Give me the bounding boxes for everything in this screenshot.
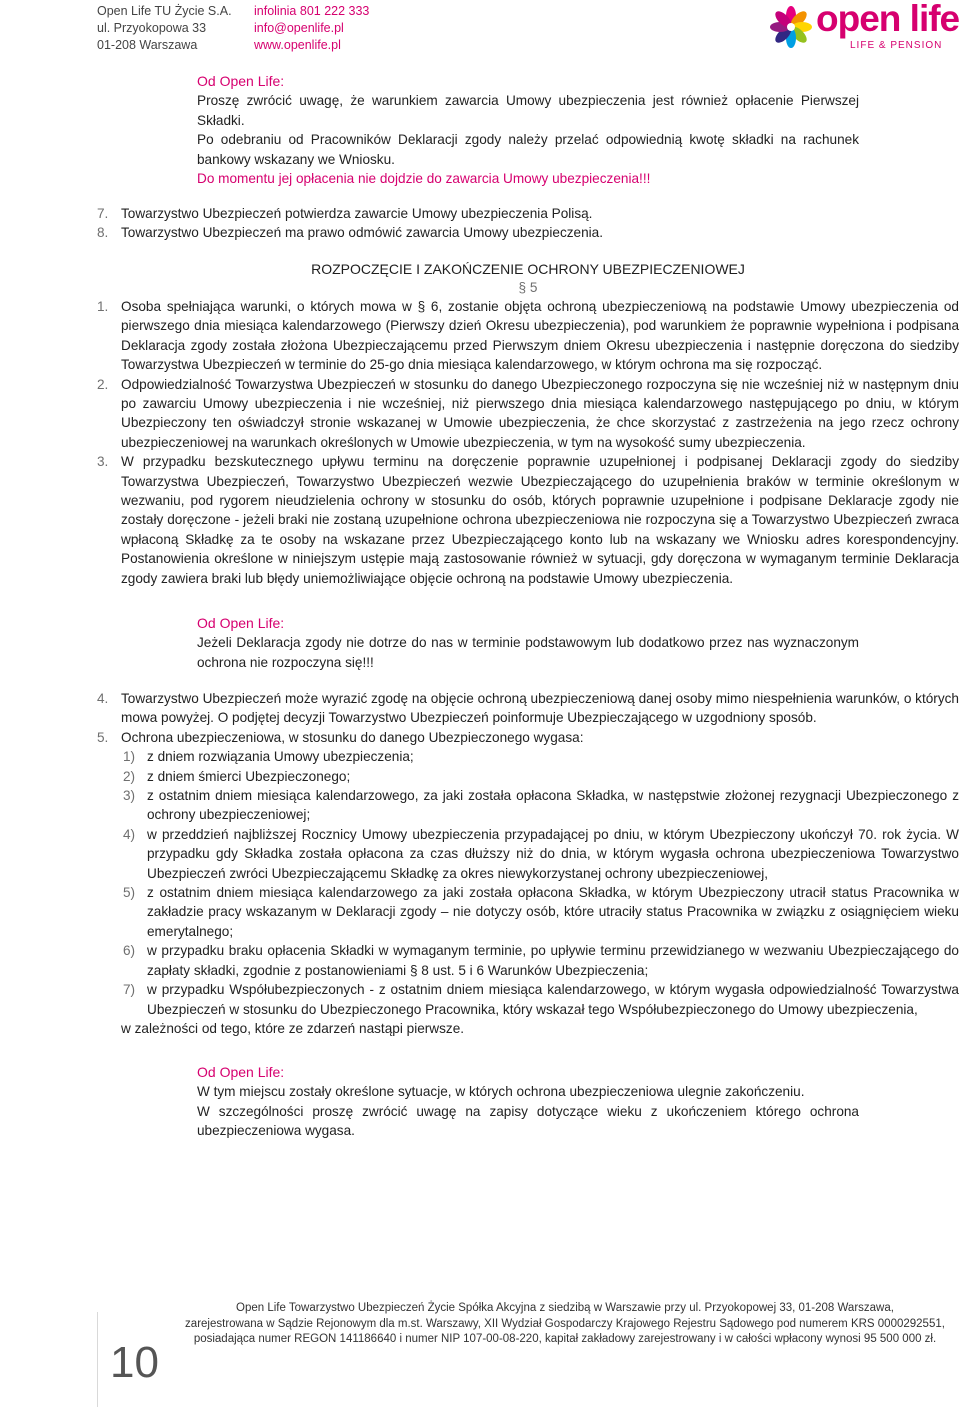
sub-item-number: 7)	[123, 982, 136, 998]
item-text: Osoba spełniająca warunki, o których mowa w § 6, zostanie objęta ochroną ubezpieczeniową na podstawie Umowy ubezpieczenia od pierwszego dnia miesiąca kalendarzowego (Pierwszy dzień Okresu ubezpieczenia), pod warunkiem że poprawnie wypełniona i podpisana Deklaracja zgody została złożona Ubezpieczającemu przed Pierwszym dniem Okresu ubezpieczenia i następnie doręczona do siedziby Towarzystwa Ubezpieczeń w terminie do 25-go dnia miesiąca kalendarzowego, w którym ochrona ma się rozpocząć.	[121, 299, 959, 373]
list-item	[97, 689, 959, 728]
item-text: Towarzystwo Ubezpieczeń ma prawo odmówić zawarcia Umowy ubezpieczenia.	[121, 225, 604, 241]
list-item	[97, 204, 959, 223]
item-number: 5.	[97, 729, 109, 745]
sub-list-item	[97, 786, 959, 825]
note-paragraph: W tym miejscu zostały określone sytuacje, w których ochrona ubezpieczeniowa ulegnie zakończeniu.	[197, 1084, 805, 1100]
sub-item-text: z ostatnim dniem miesiąca kalendarzowego, za jaki została opłacona Składka, w następstwie złożonej rezygnacji Ubezpieczonego z ochrony ubezpieczeniowej;	[147, 788, 959, 823]
item-number: 4.	[97, 691, 109, 706]
item-number: 2.	[97, 376, 109, 392]
closing-sentence: w zależności od tego, które ze zdarzeń nastąpi pierwsze.	[121, 1020, 465, 1036]
note-title: Od Open Life:	[197, 1064, 285, 1080]
company-city: 01-208 Warszawa	[97, 38, 198, 52]
web-link[interactable]: www.openlife.pl	[254, 38, 341, 52]
item-text: W przypadku bezskutecznego upływu terminu na doręczenie poprawnie uzupełnionej i podpisanej Deklaracji zgody do siedziby Towarzystwa Ubezpieczeń, Towarzystwo Ubezpieczeń wezwie Ubezpieczającego do uzupełnienia braków w terminie określonym w wezwaniu, pod rygorem nieudzielenia ochrony w stosunku do osób, których poprawnie uzupełnione i podpisane Deklaracje zgody nie zostały doręczone - jeżeli braki nie zostaną uzupełnione ochrona ubezpieczeniowa nie rozpoczyna się a Towarzystwo Ubezpieczeń zwraca wpłaconą Składkę za te osoby na wskazane przez Ubezpieczającego konto lub na wskazany we Wniosku adres korespondencyjny. Postanowienia określone w niniejszym ustępie mają zastosowanie również w sytuacji, gdy doręczona w wymaganym terminie Deklaracja zgody zawiera braki lub błędy uniemożliwiające objęcie ochroną na podstawie Umowy ubezpieczenia.	[121, 454, 959, 586]
sub-list-item	[97, 747, 959, 766]
section-title: ROZPOCZĘCIE I ZAKOŃCZENIE OCHRONY UBEZPIECZENIOWEJ	[311, 261, 745, 277]
sub-item-text: w przypadku Współubezpieczonych - z ostatnim dniem miesiąca kalendarzowego, w którym wygasła odpowiedzialność Towarzystwa Ubezpieczeń w stosunku do Ubezpieczonego Pracownika, który wskazał tego Współubezpieczonego do Umowy ubezpieczenia,	[147, 982, 959, 1017]
sub-item-text: z ostatnim dniem miesiąca kalendarzowego za jaki została opłacona Składka, w którym Ubezpieczony utracił status Pracownika w zakładzie pracy wskazanym w Deklaracji zgody – nie dotyczy osób, które utraciły status Pracownika w związku z osiągnięciem wieku emerytalnego;	[147, 885, 959, 939]
company-contact	[254, 3, 369, 54]
sub-item-text: z dniem śmierci Ubezpieczonego;	[147, 768, 351, 784]
footer-line: Open Life Towarzystwo Ubezpieczeń Życie Spółka Akcyjna z siedzibą w Warszawie przy ul. Przyokopowej 33, 01-208 Warszawa,	[236, 1302, 894, 1314]
company-address	[97, 3, 232, 54]
sub-item-text: z dniem rozwiązania Umowy ubezpieczenia;	[147, 749, 414, 765]
numbered-list-lower	[97, 689, 959, 1038]
item-number: 3.	[97, 454, 109, 470]
company-street: ul. Przyokopowa 33	[97, 21, 207, 35]
item-text: Towarzystwo Ubezpieczeń może wyrazić zgodę na objęcie ochroną ubezpieczeniową danej osoby mimo niespełnienia warunków, o których mowa powyżej. O podjętej decyzji Towarzystwo Ubezpieczeń poinformuje Ubezpieczającego w uzgodniony sposób.	[121, 691, 959, 726]
footer-divider	[97, 1312, 98, 1407]
open-life-flower-logo-icon	[768, 4, 814, 50]
item-number: 7.	[97, 206, 109, 221]
list-item	[97, 452, 959, 588]
logo-wordmark: open life	[816, 0, 960, 39]
sub-list-item	[97, 941, 959, 980]
note-title: Od Open Life:	[197, 73, 285, 89]
footer-line: zarejestrowana w Sądzie Rejonowym dla m.st. Warszawy, XII Wydział Gospodarczy Krajowego Rejestru Sądowego pod numerem KRS 0000292551,	[185, 1317, 945, 1330]
hotline: infolinia 801 222 333	[254, 4, 370, 18]
numbered-list-top	[97, 204, 959, 243]
item-text: Odpowiedzialność Towarzystwa Ubezpieczeń w stosunku do danego Ubezpieczonego rozpoczyna się nie wcześniej niż w następnym dniu po zawarciu Umowy ubezpieczenia i nie wcześniej, niż pierwszego dnia miesiąca kalendarzowego następującego po dniu, w którym Ubezpieczony ten oświadczył stronie wskazanej w Umowie ubezpieczenia, że chce skorzystać z zastrzeżenia na jego rzecz ochrony ubezpieczeniowej na warunkach określonych w Umowie ubezpieczenia, w tym na wysokość sumy ubezpieczenia.	[121, 376, 959, 450]
sub-item-number: 3)	[123, 788, 136, 804]
item-text: Towarzystwo Ubezpieczeń potwierdza zawarcie Umowy ubezpieczenia Polisą.	[121, 206, 593, 221]
sub-item-number: 5)	[123, 885, 136, 901]
sub-item-text: w przypadku braku opłacenia Składki w wymaganym terminie, po upływie terminu przewidzianego w wezwaniu Ubezpieczającego do zapłaty składki, zgodnie z postanowieniami § 8 ust. 5 i 6 Warunków Ubezpieczenia;	[147, 943, 959, 978]
note-paragraph: Proszę zwrócić uwagę, że warunkiem zawarcia Umowy ubezpieczenia jest również opłacenie Pierwszej Składki.	[197, 93, 859, 128]
sub-item-number: 2)	[123, 768, 136, 784]
item-text: Ochrona ubezpieczeniowa, w stosunku do danego Ubezpieczonego wygasa:	[121, 729, 584, 745]
company-name: Open Life TU Życie S.A.	[97, 4, 232, 18]
footer-legal	[175, 1301, 955, 1348]
sub-list-item	[97, 883, 959, 941]
note-warning: Do momentu jej opłacenia nie dojdzie do zawarcia Umowy ubezpieczenia!!!	[197, 171, 651, 187]
email-link[interactable]: info@openlife.pl	[254, 21, 344, 35]
list-item	[97, 375, 959, 453]
page-number: 10	[110, 1338, 159, 1387]
list-item	[97, 728, 959, 747]
sub-item-number: 6)	[123, 943, 136, 959]
list-item	[97, 297, 959, 375]
sub-item-number: 1)	[123, 749, 136, 765]
sub-item-text: w przeddzień najbliższej Rocznicy Umowy ubezpieczenia przypadającej po dniu, w którym Ubezpieczony ukończył 70. rok życia. W przypadku gdy Składka została opłacona za czas dłuższy niż do dnia, w którym wygasła ochrona ubezpieczeniowa Towarzystwo Ubezpieczeń zwróci Ubezpieczającemu Składkę za okres niewykorzystanej ochrony ubezpieczeniowej,	[147, 826, 959, 881]
item-number: 1.	[97, 299, 109, 314]
note-box-2	[197, 614, 859, 672]
note-title: Od Open Life:	[197, 615, 285, 631]
paragraph-number: § 5	[518, 280, 538, 295]
numbered-list-main	[97, 297, 959, 588]
note-paragraph: W szczególności proszę zwrócić uwagę na zapisy dotyczące wieku z ukończeniem którego ochrona ubezpieczeniowa wygasa.	[197, 1103, 859, 1139]
note-paragraph: Po odebraniu od Pracowników Deklaracji zgody należy przelać odpowiednią kwotę składki na rachunek bankowy wskazany we Wniosku.	[197, 132, 859, 167]
sub-item-number: 4)	[123, 826, 136, 842]
note-box-3	[197, 1063, 859, 1141]
sub-list-item	[97, 767, 959, 786]
item-number: 8.	[97, 225, 109, 241]
note-paragraph: Jeżeli Deklaracja zgody nie dotrze do nas w terminie podstawowym lub dodatkowo przez nas wyznaczonym ochrona nie rozpoczyna się!!!	[197, 635, 859, 670]
footer-line: posiadająca numer REGON 141186640 i numer NIP 107-00-08-220, kapitał zakładowy zarejestrowany i w całości wpłacony wynosi 95 500 000 zł.	[193, 1333, 937, 1345]
list-item	[97, 223, 959, 242]
sub-list-item	[97, 980, 959, 1019]
logo-tagline: LIFE & PENSION	[850, 40, 943, 51]
note-box-1	[197, 72, 859, 188]
sub-list-item	[97, 825, 959, 883]
